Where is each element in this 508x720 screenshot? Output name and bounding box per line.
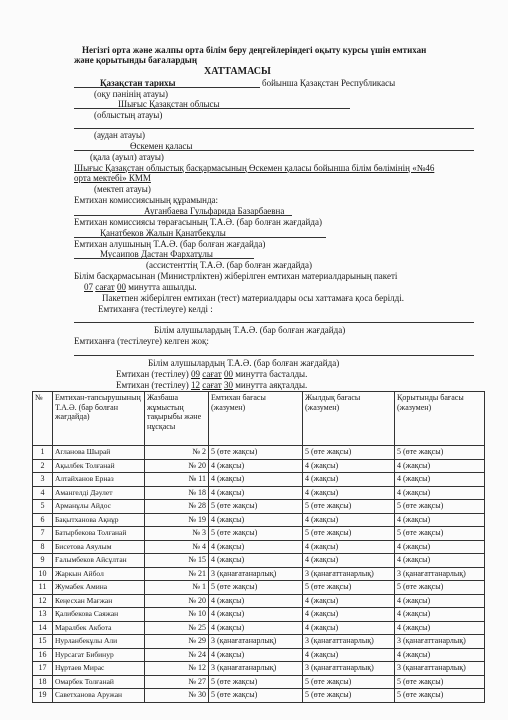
students-hint-1: Білім алушылардың Т.А.Ә. (бар болған жағдайда) (154, 325, 346, 335)
table-row (33, 554, 485, 568)
row-number: 1 (33, 446, 53, 460)
student-name: Бақытханова Ақнұр (53, 513, 145, 527)
final-grade: 3 (қанағаттанарлық) (395, 662, 485, 676)
header-exam-grade: Емтихан бағасы (жазумен) (209, 392, 303, 446)
topic-number: № 4 (145, 540, 209, 554)
row-number: 9 (33, 554, 53, 568)
student-name: Омарбек Толғанай (53, 675, 145, 689)
page-title: ХАТТАМАСЫ (204, 66, 271, 77)
exam-grade: 5 (өте жақсы) (209, 581, 303, 595)
table-header-row (33, 392, 485, 446)
exam-grade: 3 (қанағатанарлық) (209, 635, 303, 649)
student-name: Агланова Шырай (53, 446, 145, 460)
assistant-hint: (ассистенттің Т.А.Ә. (бар болған жағдайда) (146, 260, 312, 270)
topic-number: № 15 (145, 554, 209, 568)
row-number: 11 (33, 581, 53, 595)
header-line-2: және қорытынды бағалардың (74, 55, 197, 65)
table-row (33, 459, 485, 473)
subject-suffix: бойынша Қазақстан Республикасы (262, 78, 396, 88)
header-topic: Жазбаша жұмыстың тақырыбы және нұсқасы (145, 392, 209, 446)
exam-grade: 4 (жақсы) (209, 648, 303, 662)
table-row (33, 662, 485, 676)
exam-grade: 5 (өте жақсы) (209, 675, 303, 689)
exam-grade: 4 (жақсы) (209, 459, 303, 473)
package-text: Пакетпен жіберілген емтихан (тест) материалдары осы хаттамаға қоса берілді. (102, 293, 404, 303)
student-name: Ақылбек Толғанай (53, 459, 145, 473)
student-name: Алтайханов Ерназ (53, 473, 145, 487)
city-hint: (қала (ауыл) атауы) (90, 152, 164, 162)
exam-grade: 3 (қанағатанарлық) (209, 567, 303, 581)
exam-grade: 5 (өте жақсы) (209, 527, 303, 541)
final-grade: 4 (жақсы) (395, 473, 485, 487)
table-row (33, 527, 485, 541)
row-number: 13 (33, 608, 53, 622)
exam-grade: 5 (өте жақсы) (209, 689, 303, 703)
final-grade: 5 (өте жақсы) (395, 446, 485, 460)
came-underline (74, 322, 474, 323)
chair-hint: Емтихан комиссиясы төрағасының Т.А.Ә. (бар болған жағдайда) (74, 217, 322, 227)
table-row (33, 473, 485, 487)
annual-grade: 4 (жақсы) (303, 648, 395, 662)
annual-grade: 5 (өте жақсы) (303, 527, 395, 541)
student-name: Батырбекова Толғанай (53, 527, 145, 541)
student-name: Кеңесхан Мағжан (53, 594, 145, 608)
row-number: 6 (33, 513, 53, 527)
exam-grade: 4 (жақсы) (209, 513, 303, 527)
end-prefix: Емтихан (тестілеу) (116, 380, 189, 390)
chair-name: Ауганбаева Гульфарида Базарбаевна (144, 206, 285, 216)
final-grade: 3 (қанағаттанарлық) (395, 635, 485, 649)
package-hour: 07 (84, 282, 93, 292)
row-number: 14 (33, 621, 53, 635)
row-number: 18 (33, 675, 53, 689)
topic-number: № 21 (145, 567, 209, 581)
row-number: 19 (33, 689, 53, 703)
final-grade: 4 (жақсы) (395, 621, 485, 635)
annual-grade: 4 (жақсы) (303, 594, 395, 608)
start-hour-label: сағат (202, 369, 222, 379)
row-number: 3 (33, 473, 53, 487)
annual-grade: 3 (қанағаттанарлық) (303, 662, 395, 676)
student-name: Нұртаев Мирас (53, 662, 145, 676)
table-row (33, 635, 485, 649)
header-final-grade: Қорытынды бағасы (жазумен) (395, 392, 485, 446)
start-min: 00 (223, 369, 233, 379)
topic-number: № 28 (145, 500, 209, 514)
final-grade: 4 (жақсы) (395, 594, 485, 608)
final-grade: 5 (өте жақсы) (395, 675, 485, 689)
topic-number: № 2 (145, 446, 209, 460)
topic-number: № 1 (145, 581, 209, 595)
exam-grade: 4 (жақсы) (209, 486, 303, 500)
annual-grade: 3 (қанағаттанарлық) (303, 635, 395, 649)
annual-grade: 4 (жақсы) (303, 540, 395, 554)
table-row (33, 608, 485, 622)
end-hour-label: сағат (202, 380, 222, 390)
district-underline (74, 128, 474, 129)
annual-grade: 5 (өте жақсы) (303, 675, 395, 689)
annual-grade: 5 (өте жақсы) (303, 581, 395, 595)
topic-number: № 18 (145, 486, 209, 500)
start-prefix: Емтихан (тестілеу) (116, 369, 189, 379)
table-row (33, 594, 485, 608)
annual-grade: 5 (өте жақсы) (303, 500, 395, 514)
row-number: 7 (33, 527, 53, 541)
header-line-1: Негізгі орта және жалпы орта білім беру деңгейлеріндегі оқыту курсы үшін емтихан (82, 45, 427, 55)
exam-grade: 4 (жақсы) (209, 594, 303, 608)
header-student: Емтихан-тапсырушының Т.А.Ә. (бар болған жағдайда) (53, 392, 145, 446)
topic-number: № 10 (145, 608, 209, 622)
topic-number: № 20 (145, 459, 209, 473)
examiner-name: Қанатбеков Жалын Қанатбекұлы (100, 228, 226, 238)
table-row (33, 486, 485, 500)
school-value (74, 163, 434, 173)
exam-grade: 4 (жақсы) (209, 540, 303, 554)
row-number: 15 (33, 635, 53, 649)
topic-number: № 25 (145, 621, 209, 635)
annual-grade: 4 (жақсы) (303, 608, 395, 622)
student-name: Амангелді Дәулет (53, 486, 145, 500)
absent-label: Емтиханға (тестілеуге) келген жоқ: (74, 336, 209, 346)
topic-number: № 3 (145, 527, 209, 541)
start-hour: 09 (190, 369, 200, 379)
end-time-line (116, 380, 307, 390)
annual-grade: 5 (өте жақсы) (303, 446, 395, 460)
students-hint-2: Білім алушылардың Т.А.Ә. (бар болған жағдайда) (148, 358, 340, 368)
end-suffix: минутта аяқталды. (235, 380, 308, 390)
row-number: 12 (33, 594, 53, 608)
topic-number: № 27 (145, 675, 209, 689)
table-row (33, 513, 485, 527)
student-name: Бисетова Аяулым (53, 540, 145, 554)
subject-value: Қазақстан тарихы (100, 78, 176, 88)
final-grade: 4 (жақсы) (395, 608, 485, 622)
topic-number: № 11 (145, 473, 209, 487)
annual-grade: 5 (өте жақсы) (303, 689, 395, 703)
annual-grade: 4 (жақсы) (303, 554, 395, 568)
package-min-label: минутта ашылды. (128, 282, 197, 292)
region-value: Шығыс Қазақстан облысы (118, 99, 220, 109)
final-grade: 5 (өте жақсы) (395, 581, 485, 595)
final-grade: 4 (жақсы) (395, 554, 485, 568)
school-value-2 (74, 173, 151, 183)
table-row (33, 689, 485, 703)
start-suffix: минутта басталды. (235, 369, 308, 379)
exam-grade: 5 (өте жақсы) (209, 446, 303, 460)
city-value: Өскемен қаласы (130, 141, 193, 151)
package-line: Білім басқармасынан (Министрліктен) жіберілген емтихан материалдарының пакеті (74, 271, 398, 281)
row-number: 10 (33, 567, 53, 581)
student-name: Маралбек Акбота (53, 621, 145, 635)
student-name: Жаркын Айбол (53, 567, 145, 581)
school-hint: (мектеп атауы) (94, 184, 151, 194)
annual-grade: 3 (қанағаттанарлық) (303, 567, 395, 581)
student-name: Ғалымбеков Айсұлтан (53, 554, 145, 568)
annual-grade: 4 (жақсы) (303, 486, 395, 500)
final-grade: 5 (өте жақсы) (395, 500, 485, 514)
topic-number: № 24 (145, 648, 209, 662)
row-number: 16 (33, 648, 53, 662)
final-grade: 4 (жақсы) (395, 459, 485, 473)
annual-grade: 4 (жақсы) (303, 513, 395, 527)
final-grade: 4 (жақсы) (395, 540, 485, 554)
student-name: Нурланбекұлы Али (53, 635, 145, 649)
topic-number: № 19 (145, 513, 209, 527)
student-name: Арманұлы Айдос (53, 500, 145, 514)
exam-grade: 4 (жақсы) (209, 554, 303, 568)
grades-table (32, 391, 485, 703)
header-annual-grade: Жылдық бағасы (жазумен) (303, 392, 395, 446)
absent-underline (74, 355, 474, 356)
annual-grade: 4 (жақсы) (303, 621, 395, 635)
annual-grade: 4 (жақсы) (303, 459, 395, 473)
topic-number: № 30 (145, 689, 209, 703)
school-line-2: орта мектебі» КММ (74, 173, 151, 183)
district-hint: (аудан атауы) (94, 130, 145, 140)
final-grade: 4 (жақсы) (395, 486, 485, 500)
package-hour-label: сағат (95, 282, 115, 292)
exam-grade: 3 (қанағатанарлық) (209, 662, 303, 676)
table-row (33, 581, 485, 595)
final-grade: 3 (қанағаттанарлық) (395, 567, 485, 581)
assistant-name: Мусаипов Дастан Фархатұлы (100, 249, 213, 259)
student-name: Қалибекова Саяжан (53, 608, 145, 622)
student-name: Жумабек Амина (53, 581, 145, 595)
came-label: Емтиханға (тестілеуге) келді : (98, 304, 213, 314)
region-hint: (облыстың атауы) (94, 110, 163, 120)
final-grade: 4 (жақсы) (395, 648, 485, 662)
final-grade: 5 (өте жақсы) (395, 689, 485, 703)
table-body (33, 446, 485, 703)
end-min: 30 (223, 380, 233, 390)
annual-grade: 4 (жақсы) (303, 473, 395, 487)
start-time-line (116, 369, 307, 379)
row-number: 8 (33, 540, 53, 554)
row-number: 17 (33, 662, 53, 676)
student-name: Нурсагат Бибинур (53, 648, 145, 662)
exam-grade: 4 (жақсы) (209, 621, 303, 635)
table-row (33, 675, 485, 689)
row-number: 2 (33, 459, 53, 473)
exam-grade: 4 (жақсы) (209, 608, 303, 622)
subject-hint: (оқу пәнінің атауы) (94, 89, 169, 99)
exam-grade: 4 (жақсы) (209, 473, 303, 487)
package-min: 00 (117, 282, 126, 292)
table-row (33, 540, 485, 554)
table-row (33, 648, 485, 662)
package-time (84, 282, 197, 292)
examiner-hint: Емтихан алушының Т.А.Ә. (бар болған жағдайда) (74, 239, 266, 249)
topic-number: № 29 (145, 635, 209, 649)
topic-number: № 20 (145, 594, 209, 608)
end-hour: 12 (190, 380, 200, 390)
row-number: 4 (33, 486, 53, 500)
topic-number: № 12 (145, 662, 209, 676)
final-grade: 5 (өте жақсы) (395, 527, 485, 541)
exam-grade: 5 (өте жақсы) (209, 500, 303, 514)
table-row (33, 567, 485, 581)
student-name: Саветханова Аружан (53, 689, 145, 703)
table-row (33, 446, 485, 460)
row-number: 5 (33, 500, 53, 514)
school-line-1: Шығыс Қазақстан облыстық басқармасының Өскемен қаласы бойынша білім бөлімінің «№46 (74, 163, 435, 173)
table-row (33, 621, 485, 635)
table-row (33, 500, 485, 514)
final-grade: 4 (жақсы) (395, 513, 485, 527)
header-number: № (33, 392, 53, 446)
commission-label: Емтихан комиссиясының құрамында: (74, 195, 219, 205)
